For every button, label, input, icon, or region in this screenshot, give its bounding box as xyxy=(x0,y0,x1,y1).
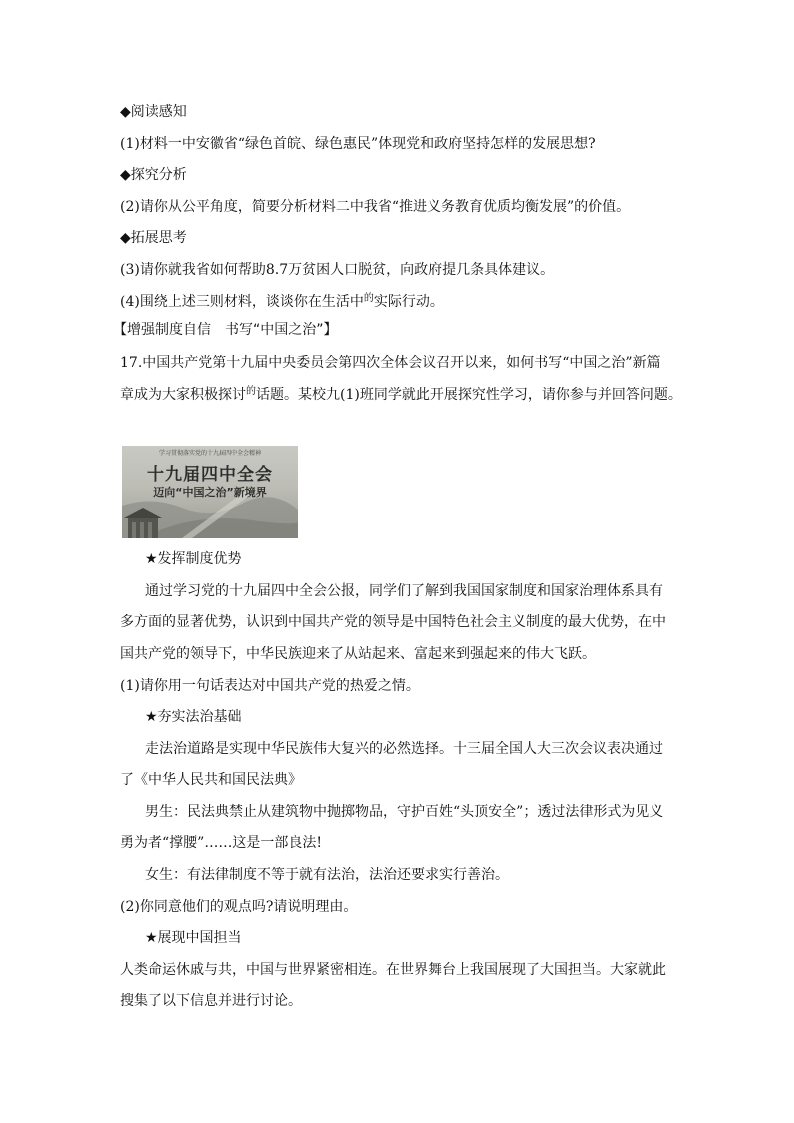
boy-statement-line-1: 男生：民法典禁止从建筑物中抛掷物品，守护百姓“头顶安全”；透过法律形式为见义 xyxy=(145,804,664,820)
question-4-superscript: 的 xyxy=(363,293,374,304)
question-3: (3)请你就我省如何帮助8.7万贫困人口脱贫，向政府提几条具体建议。 xyxy=(120,262,555,278)
boy-statement-line-2: 勇为者“撑腰”……这是一部良法! xyxy=(120,835,322,851)
girl-statement: 女生：有法律制度不等于就有法治，法治还要求实行善治。 xyxy=(145,867,509,883)
intro-2-superscript: 的 xyxy=(246,386,256,397)
fourth-plenary-banner-image xyxy=(122,446,298,538)
heading-institutional-advantage: ★发挥制度优势 xyxy=(145,551,242,567)
heading-reading-perception: ◆阅读感知 xyxy=(120,104,187,120)
banner-top-caption: 学习贯彻落实党的十九届四中全会精神 xyxy=(158,450,261,457)
question-1: (1)材料一中安徽省“绿色首皖、绿色惠民”体现党和政府坚持怎样的发展思想? xyxy=(120,136,596,152)
intro-2-text-a: 章成为大家积极探讨 xyxy=(120,387,246,403)
heading-china-responsibility: ★展现中国担当 xyxy=(145,930,242,946)
intro-2-text-b: 话题。某校九(1)班同学就此开展探究性学习，请你参与并回答问题。 xyxy=(256,387,682,403)
section-17-intro-line-2 xyxy=(120,385,682,407)
s1-paragraph-line-1: 通过学习党的十九届四中全会公报，同学们了解到我国国家制度和国家治理体系具有 xyxy=(145,583,663,599)
s3-paragraph-line-1: 人类命运休戚与共，中国与世界紧密相连。在世界舞台上我国展现了大国担当。大家就此 xyxy=(120,962,666,978)
s1-paragraph-line-2: 多方面的显著优势，认识到中国共产党的领导是中国特色社会主义制度的最大优势，在中 xyxy=(120,614,666,630)
heading-rule-of-law: ★夯实法治基础 xyxy=(145,709,242,725)
question-4 xyxy=(120,292,444,314)
banner-subtitle: 迈向“中国之治”新境界 xyxy=(153,486,267,499)
s3-paragraph-line-2: 搜集了以下信息并进行讨论。 xyxy=(120,993,302,1009)
banner-main-title: 十九届四中全会 xyxy=(147,465,273,485)
s2-paragraph-line-2: 了《中华人民共和国民法典》 xyxy=(120,772,302,788)
heading-inquiry-analysis: ◆探究分析 xyxy=(120,167,187,183)
s1-paragraph-line-3: 国共产党的领导下，中华民族迎来了从站起来、富起来到强起来的伟大飞跃。 xyxy=(120,646,596,662)
s2-paragraph-line-1: 走法治道路是实现中华民族伟大复兴的必然选择。十三届全国人大三次会议表决通过 xyxy=(145,741,663,757)
question-4-text-a: (4)围绕上述三则材料，谈谈你在生活中 xyxy=(120,294,364,310)
section-17-intro-line-1: 17.中国共产党第十九届中央委员会第四次全体会议召开以来，如何书写“中国之治”新篇 xyxy=(120,355,661,371)
s1-question: (1)请你用一句话表达对中国共产党的热爱之情。 xyxy=(120,678,420,694)
s2-question: (2)你同意他们的观点吗?请说明理由。 xyxy=(120,899,358,915)
question-4-text-b: 实际行动。 xyxy=(373,294,444,310)
section-17-title: 【增强制度自信 书写“中国之治”】 xyxy=(113,322,338,338)
heading-extended-thinking: ◆拓展思考 xyxy=(120,230,187,246)
question-2: (2)请你从公平角度，简要分析材料二中我省“推进义务教育优质均衡发展”的价值。 xyxy=(120,199,631,215)
